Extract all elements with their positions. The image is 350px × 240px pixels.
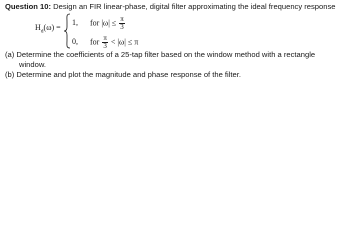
case-2-condition (90, 35, 138, 50)
case-2-condition-suffix: < |ω| ≤ π (110, 37, 139, 47)
part-a (5, 50, 345, 70)
case-1-condition-text: for |ω| ≤ (90, 18, 117, 28)
lhs-subscript: d (40, 28, 44, 35)
lhs-argument: (ω) = (43, 23, 61, 32)
case-1-frac-num: π (120, 15, 124, 23)
case-1-condition (90, 16, 126, 31)
case-2-fraction (102, 35, 108, 50)
case-2-condition-prefix: for (90, 37, 100, 47)
case-1-value: 1, (72, 18, 78, 28)
equation-lhs (35, 23, 61, 35)
case-stopband (72, 35, 138, 50)
case-1-frac-den: 3 (120, 23, 124, 31)
case-2-value: 0, (72, 37, 78, 47)
case-passband (72, 16, 126, 31)
case-1-fraction (119, 16, 125, 31)
question-label: Question 10: (5, 2, 51, 11)
part-a-line-2: window. (19, 60, 47, 69)
case-2-frac-num: π (103, 34, 107, 42)
question-heading (5, 2, 347, 12)
case-2-frac-den: 3 (103, 42, 107, 50)
part-b: (b) Determine and plot the magnitude and phase response of the filter. (5, 70, 241, 79)
frequency-response-equation (35, 13, 175, 49)
left-brace-icon (63, 13, 71, 49)
part-a-line-1: (a) Determine the coefficients of a 25-tap filter based on the window method with a rectangle (5, 50, 316, 59)
lhs-symbol: H (35, 23, 41, 32)
question-text: Design an FIR linear-phase, digital filter approximating the ideal frequency response (51, 2, 336, 11)
